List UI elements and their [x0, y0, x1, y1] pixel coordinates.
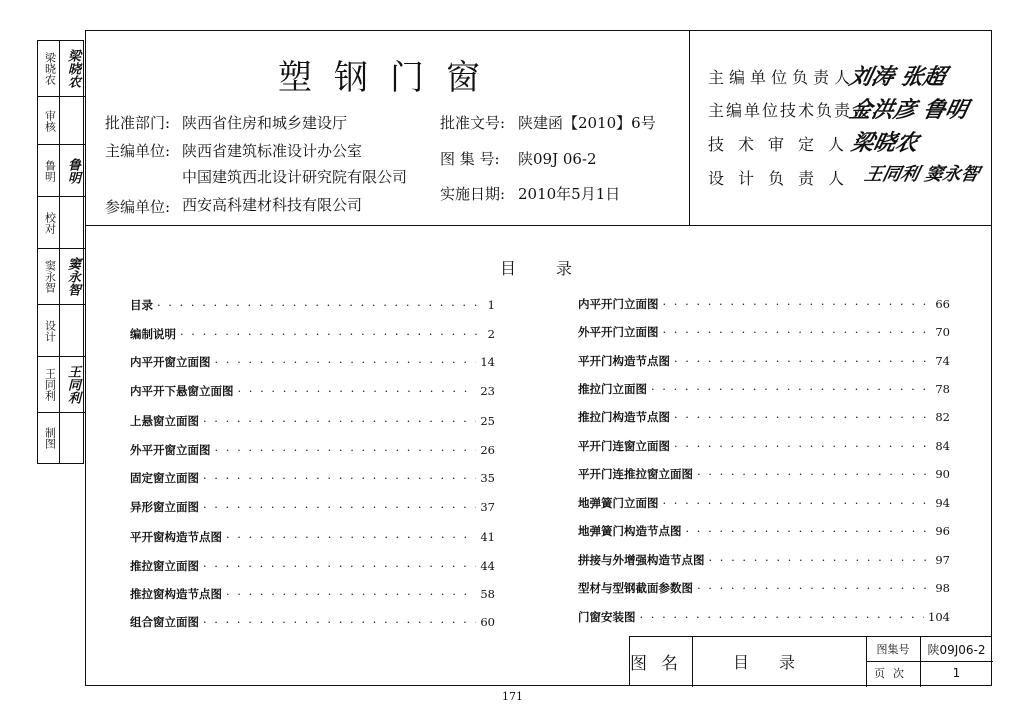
review-cell-label: 设计 — [40, 305, 60, 356]
review-cell-label: 校对 — [40, 197, 60, 248]
review-cell — [38, 305, 85, 357]
review-cell — [38, 413, 85, 463]
toc-leader-dots — [157, 298, 477, 312]
toc-leader-dots — [226, 530, 476, 544]
toc-leader-dots — [203, 414, 476, 428]
toc-entry[interactable] — [578, 580, 950, 596]
review-cell-label: 审核 — [40, 97, 60, 144]
review-cell-signature: 窦永智 — [65, 257, 80, 296]
review-cell-label: 鲁明 — [40, 145, 60, 196]
toc-entry[interactable] — [130, 529, 495, 545]
toc-leader-dots — [686, 524, 932, 538]
review-cell-label: 梁晓农 — [40, 41, 60, 96]
toc-entry[interactable] — [578, 381, 950, 397]
toc-entry-title: 固定窗立面图 — [130, 471, 199, 485]
toc-entry[interactable] — [578, 495, 950, 511]
toc-entry-title: 编制说明 — [130, 327, 176, 341]
review-cell-signature — [60, 97, 85, 144]
effective-date: 2010年5月1日 — [518, 185, 621, 203]
toc-leader-dots — [663, 297, 932, 311]
toc-entry[interactable] — [130, 354, 495, 370]
toc-leader-dots — [674, 410, 931, 424]
effective-date-label: 实施日期: — [440, 185, 506, 203]
drawing-name-label: 图名 — [630, 653, 692, 674]
toc-entry-page: 98 — [935, 581, 950, 595]
responsible-role-3: 技术审定人 — [708, 135, 859, 154]
responsible-signature-2: 金洪彦 鲁明 — [846, 98, 970, 123]
toc-entry-title: 推拉窗构造节点图 — [130, 587, 222, 601]
toc-heading: 目录 — [500, 259, 613, 278]
toc-entry-page: 84 — [935, 439, 950, 453]
title-block — [629, 636, 992, 686]
review-cell-label: 窦永智 — [40, 249, 60, 304]
toc-entry[interactable] — [578, 523, 950, 539]
co-editor: 西安高科建材科技有限公司 — [182, 196, 363, 214]
review-cell-signature: 王同利 — [65, 365, 80, 404]
toc-entry-title: 外平开窗立面图 — [130, 443, 211, 457]
toc-leader-dots — [697, 581, 931, 595]
toc-entry-page: 14 — [480, 355, 495, 369]
toc-leader-dots — [226, 587, 476, 601]
toc-entry[interactable] — [578, 438, 950, 454]
toc-entry-page: 97 — [935, 553, 950, 567]
toc-entry-title: 平开门连推拉窗立面图 — [578, 467, 693, 481]
responsible-signature-3: 梁晓农 — [848, 131, 921, 156]
toc-entry-title: 平开门构造节点图 — [578, 354, 670, 368]
toc-leader-dots — [203, 615, 476, 629]
review-cell-label: 王同利 — [40, 357, 60, 412]
toc-entry-title: 异形窗立面图 — [130, 500, 199, 514]
review-cell-signature — [60, 305, 85, 356]
page-cell-label: 页次 — [874, 667, 912, 680]
toc-entry-page: 1 — [487, 298, 495, 312]
atlas-no: 陕09J 06-2 — [518, 150, 597, 168]
toc-entry[interactable] — [130, 470, 495, 486]
toc-entry-title: 推拉门构造节点图 — [578, 410, 670, 424]
toc-entry-page: 82 — [935, 410, 950, 424]
document-title: 塑钢门窗 — [278, 58, 502, 98]
review-cell-signature: 鲁明 — [65, 157, 80, 184]
toc-leader-dots — [238, 384, 477, 398]
review-cell — [38, 197, 85, 249]
review-cell — [38, 97, 85, 145]
toc-entry-page: 25 — [480, 414, 495, 428]
toc-entry-title: 内平开下悬窗立面图 — [130, 384, 234, 398]
toc-entry-page: 96 — [935, 524, 950, 538]
toc-entry-page: 44 — [480, 559, 495, 573]
toc-entry-page: 37 — [480, 500, 495, 514]
toc-entry[interactable] — [130, 413, 495, 429]
toc-entry-title: 组合窗立面图 — [130, 615, 199, 629]
review-cell — [38, 249, 85, 305]
toc-entry[interactable] — [130, 383, 495, 399]
toc-entry-page: 41 — [480, 530, 495, 544]
toc-entry-title: 目录 — [130, 298, 153, 312]
toc-entry[interactable] — [578, 409, 950, 425]
toc-entry-page: 58 — [480, 587, 495, 601]
review-cell-signature — [60, 413, 85, 463]
toc-entry[interactable] — [130, 326, 495, 342]
toc-entry-page: 26 — [480, 443, 495, 457]
toc-leader-dots — [663, 496, 932, 510]
drawing-name: 目录 — [732, 652, 825, 672]
toc-entry[interactable] — [578, 466, 950, 482]
toc-leader-dots — [697, 467, 931, 481]
toc-entry-title: 型材与型钢截面参数图 — [578, 581, 693, 595]
sheet-number: 171 — [502, 690, 523, 703]
toc-entry-title: 内平开窗立面图 — [130, 355, 211, 369]
toc-entry-page: 78 — [935, 382, 950, 396]
toc-entry-title: 推拉门立面图 — [578, 382, 647, 396]
review-cell — [38, 357, 85, 413]
toc-entry-page: 2 — [487, 327, 495, 341]
toc-leader-dots — [674, 439, 931, 453]
co-editor-label: 参编单位: — [105, 198, 171, 216]
toc-leader-dots — [203, 500, 476, 514]
atlas-no-label: 图 集 号: — [440, 150, 500, 168]
toc-leader-dots — [663, 325, 932, 339]
toc-entry-title: 门窗安装图 — [578, 610, 636, 624]
approval-no: 陕建函【2010】6号 — [518, 114, 656, 132]
toc-leader-dots — [640, 610, 925, 624]
toc-entry-title: 拼接与外增强构造节点图 — [578, 553, 705, 567]
toc-leader-dots — [674, 354, 931, 368]
toc-entry-page: 23 — [480, 384, 495, 398]
toc-entry-title: 平开窗构造节点图 — [130, 530, 222, 544]
toc-leader-dots — [180, 327, 477, 341]
toc-entry[interactable] — [130, 297, 495, 313]
toc-leader-dots — [215, 443, 477, 457]
toc-leader-dots — [709, 553, 932, 567]
review-cell-label: 制图 — [40, 413, 60, 463]
review-cell — [38, 41, 85, 97]
toc-entry[interactable] — [578, 609, 950, 625]
toc-entry[interactable] — [130, 442, 495, 458]
toc-entry-page: 60 — [480, 615, 495, 629]
toc-entry-page: 104 — [928, 610, 950, 624]
approval-dept: 陕西省住房和城乡建设厅 — [182, 114, 348, 132]
responsible-role-4: 设计负责人 — [708, 169, 859, 188]
responsible-signature-4: 王同利 窦永智 — [862, 164, 982, 185]
toc-entry[interactable] — [130, 614, 495, 630]
approval-dept-label: 批准部门: — [105, 114, 171, 132]
toc-entry-page: 66 — [935, 297, 950, 311]
toc-entry-title: 地弹簧门立面图 — [578, 496, 659, 510]
responsible-signature-1: 刘涛 张超 — [846, 65, 948, 90]
atlas-no-cell-label: 图集号 — [876, 643, 910, 656]
toc-entry-title: 地弹簧门构造节点图 — [578, 524, 682, 538]
toc-entry[interactable] — [578, 552, 950, 568]
toc-entry-title: 内平开门立面图 — [578, 297, 659, 311]
toc-entry[interactable] — [130, 499, 495, 515]
header-divider — [85, 225, 992, 226]
toc-entry-page: 90 — [935, 467, 950, 481]
toc-leader-dots — [215, 355, 477, 369]
toc-entry[interactable] — [130, 558, 495, 574]
toc-leader-dots — [203, 559, 476, 573]
toc-entry-page: 74 — [935, 354, 950, 368]
toc-leader-dots — [651, 382, 931, 396]
toc-entry[interactable] — [578, 296, 950, 312]
review-cell-signature — [60, 197, 85, 248]
toc-entry-page: 35 — [480, 471, 495, 485]
toc-entry-title: 平开门连窗立面图 — [578, 439, 670, 453]
toc-entry-page: 94 — [935, 496, 950, 510]
review-strip — [37, 40, 84, 464]
toc-entry[interactable] — [130, 586, 495, 602]
toc-entry-title: 外平开门立面图 — [578, 325, 659, 339]
editor-unit-label: 主编单位: — [105, 142, 171, 160]
toc-entry[interactable] — [578, 353, 950, 369]
header-vertical-divider — [689, 30, 690, 225]
review-cell-signature: 梁晓农 — [65, 49, 80, 88]
editor-unit-1: 陕西省建筑标准设计办公室 — [182, 142, 363, 160]
responsible-role-1: 主编单位负责人 — [708, 68, 856, 87]
approval-no-label: 批准文号: — [440, 114, 506, 132]
toc-entry-page: 70 — [935, 325, 950, 339]
toc-leader-dots — [203, 471, 476, 485]
responsible-role-2: 主编单位技术负责人 — [708, 101, 871, 120]
toc-entry[interactable] — [578, 324, 950, 340]
toc-entry-title: 上悬窗立面图 — [130, 414, 199, 428]
editor-unit-2: 中国建筑西北设计研究院有限公司 — [182, 168, 408, 186]
review-cell — [38, 145, 85, 197]
atlas-no-cell: 陕09J06-2 — [927, 642, 986, 657]
page-cell: 1 — [952, 666, 961, 680]
toc-entry-title: 推拉窗立面图 — [130, 559, 199, 573]
